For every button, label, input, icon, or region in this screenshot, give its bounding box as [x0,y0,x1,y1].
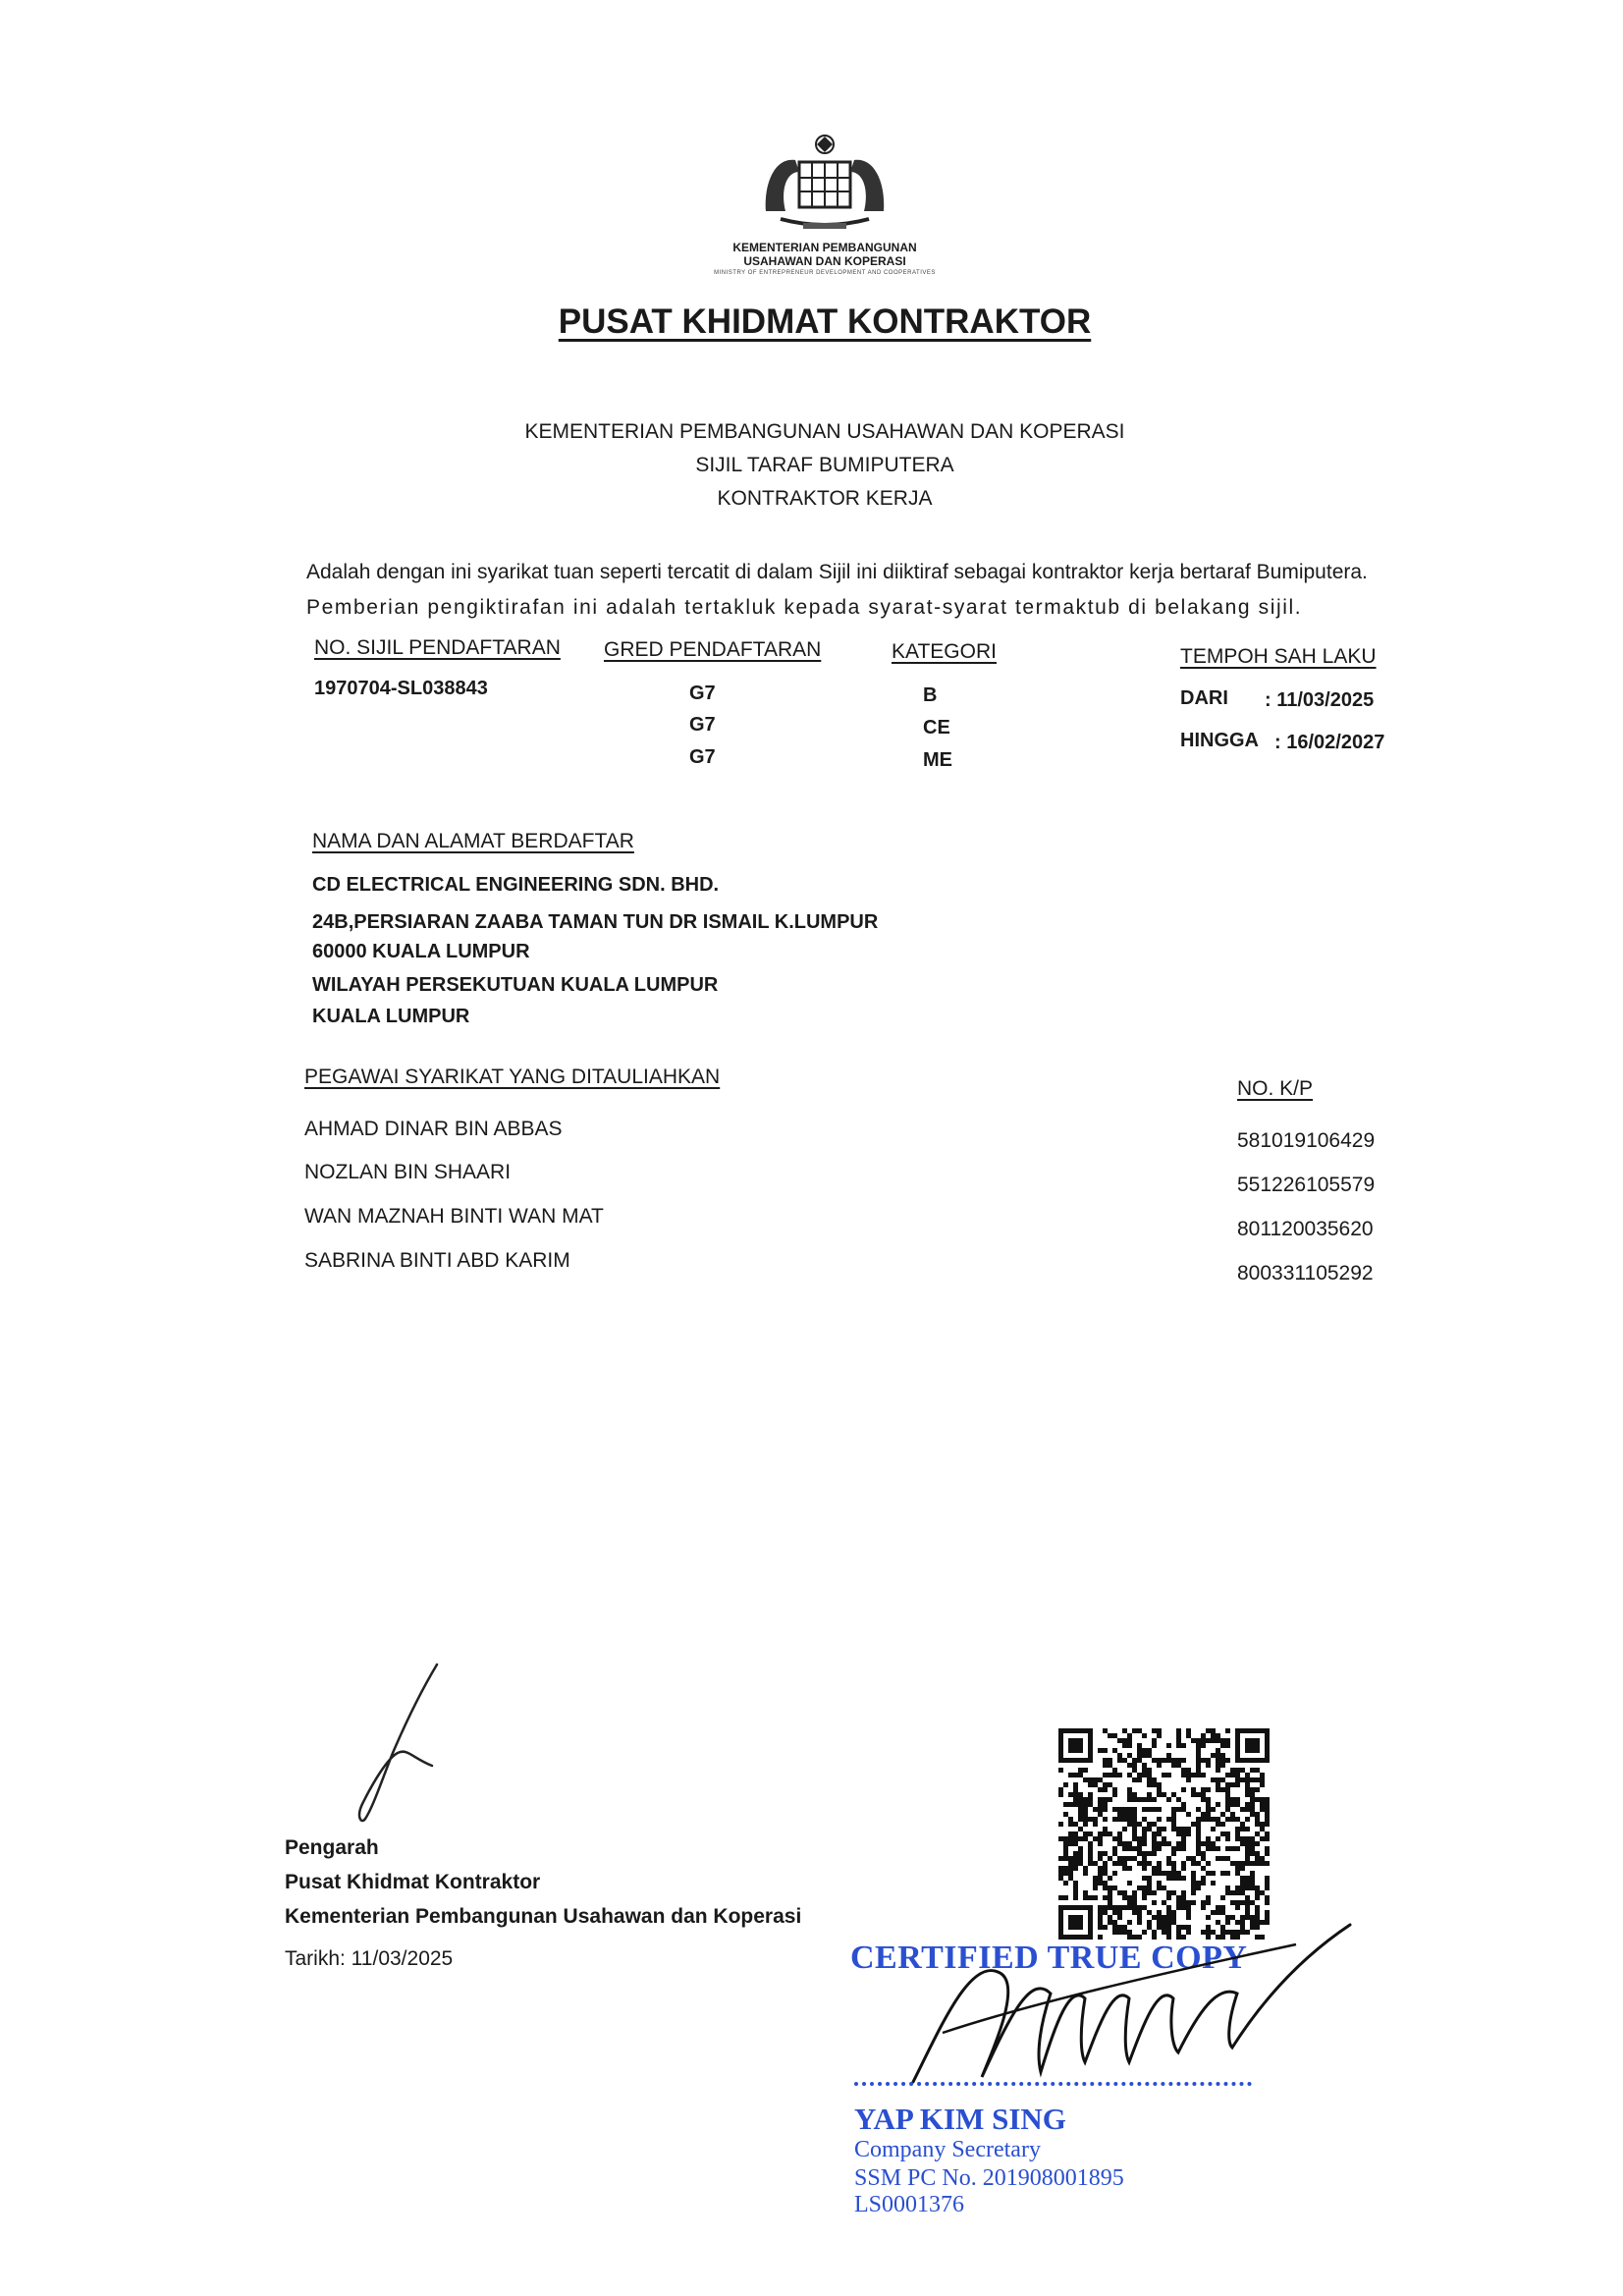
officer-id-2: 551226105579 [1237,1174,1376,1196]
grade-2: G7 [689,714,716,736]
crest-caption-english: MINISTRY OF ENTREPRENEUR DEVELOPMENT AND COOPERATIVES [714,270,936,276]
validity-to-value: : 16/02/2027 [1274,732,1385,753]
header-tempoh: TEMPOH SAH LAKU [1180,645,1377,668]
director-signature-icon [353,1660,461,1827]
officer-name-4: SABRINA BINTI ABD KARIM [304,1249,570,1272]
officer-name-3: WAN MAZNAH BINTI WAN MAT [304,1205,604,1228]
heading-contractor-type: KONTRAKTOR KERJA [717,487,933,510]
officer-name-2: NOZLAN BIN SHAARI [304,1161,512,1183]
crest-emblem-icon [756,133,893,241]
header-kategori: KATEGORI [892,640,997,663]
signatory-title: Pengarah [285,1836,379,1859]
secretary-name: YAP KIM SING [854,2102,1066,2136]
category-1: B [923,684,938,706]
grade-3: G7 [689,746,716,768]
validity-to-label: HINGGA [1180,730,1259,751]
signatory-date: Tarikh: 11/03/2025 [285,1947,454,1970]
ministry-crest-caption [638,241,1011,268]
intro-line2: Pemberian pengiktirafan ini adalah tertakluk kepada syarat-syarat termaktub di belakang sijil. [306,596,1303,619]
company-address-2: 60000 KUALA LUMPUR [312,941,530,962]
category-3: ME [923,749,952,771]
crest-caption-line1: KEMENTERIAN PEMBANGUNAN [732,241,917,254]
officer-id-4: 800331105292 [1237,1262,1374,1285]
secretary-ssm-number: SSM PC No. 201908001895 [854,2165,1124,2191]
signatory-department: Pusat Khidmat Kontraktor [285,1871,541,1893]
no-sijil-value: 1970704-SL038843 [314,678,488,699]
category-2: CE [923,717,950,738]
officer-id-1: 581019106429 [1237,1129,1376,1152]
header-gred: GRED PENDAFTARAN [604,638,822,661]
secretary-ls-number: LS0001376 [854,2192,965,2217]
company-address-4: KUALA LUMPUR [312,1006,470,1027]
heading-certificate: SIJIL TARAF BUMIPUTERA [695,454,954,476]
header-kp: NO. K/P [1237,1077,1314,1100]
header-company: NAMA DAN ALAMAT BERDAFTAR [312,830,634,852]
secretary-role: Company Secretary [854,2137,1041,2162]
qr-code-icon [1058,1728,1270,1940]
crest-caption-line2: USAHAWAN DAN KOPERASI [743,254,906,268]
company-address-1: 24B,PERSIARAN ZAABA TAMAN TUN DR ISMAIL K.LUMPUR [312,911,879,933]
qr-code [1058,1728,1270,1940]
heading-ministry: KEMENTERIAN PEMBANGUNAN USAHAWAN DAN KOPERASI [524,420,1125,443]
company-name: CD ELECTRICAL ENGINEERING SDN. BHD. [312,874,720,896]
officer-id-3: 801120035620 [1237,1218,1374,1240]
validity-from-value: : 11/03/2025 [1265,689,1375,711]
company-address-3: WILAYAH PERSEKUTUAN KUALA LUMPUR [312,974,719,996]
certified-true-copy-stamp: CERTIFIED TRUE COPY [850,1940,1248,1976]
secretary-signature-icon [884,1915,1355,2102]
grade-1: G7 [689,683,716,704]
validity-from-label: DARI [1180,687,1228,709]
header-no-sijil: NO. SIJIL PENDAFTARAN [314,636,561,659]
officer-name-1: AHMAD DINAR BIN ABBAS [304,1118,563,1140]
signatory-ministry: Kementerian Pembangunan Usahawan dan Koperasi [285,1905,802,1928]
page-title: PUSAT KHIDMAT KONTRAKTOR [558,302,1092,341]
intro-line1: Adalah dengan ini syarikat tuan seperti tercatit di dalam Sijil ini diiktiraf sebagai kontraktor kerja bertaraf Bumiputera. [306,561,1368,583]
stamp-dotted-line [854,2082,1252,2086]
header-officers: PEGAWAI SYARIKAT YANG DITAULIAHKAN [304,1066,721,1088]
